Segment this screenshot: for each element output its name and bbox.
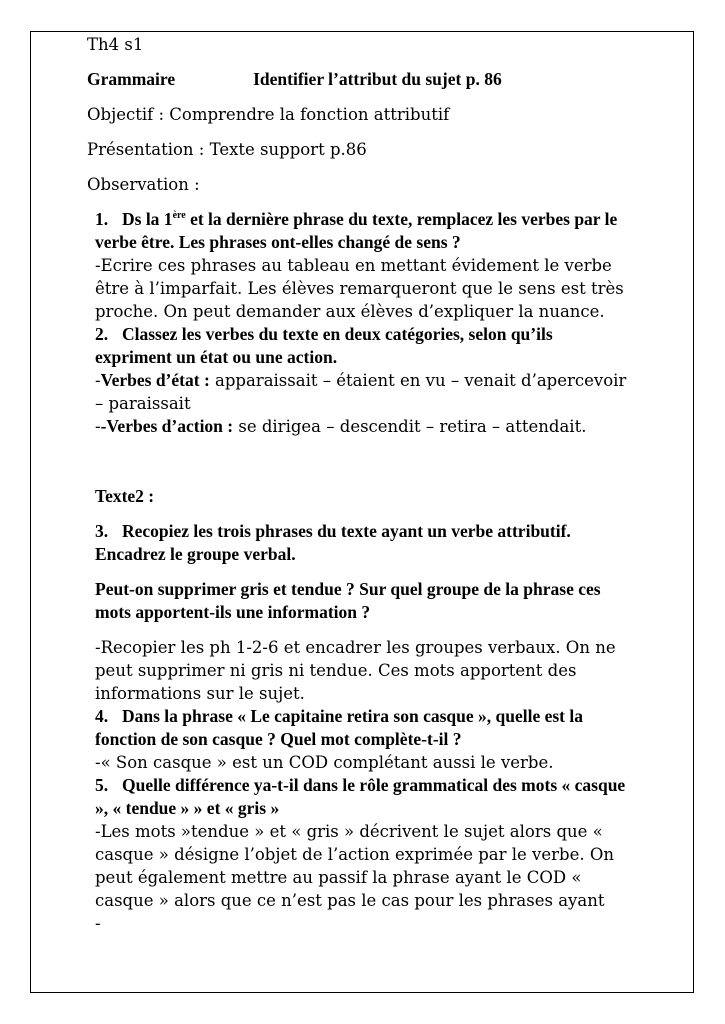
presentation: Présentation : Texte support p.86 xyxy=(87,140,367,159)
verbes-action-values: se dirigea – descendit – retira – attendait. xyxy=(233,417,587,436)
question-4-number: 4. xyxy=(95,706,109,726)
lesson-title: Identifier l’attribut du sujet p. 86 xyxy=(253,69,502,89)
verbes-etat-line xyxy=(95,369,627,415)
question-5-number: 5. xyxy=(95,775,109,795)
answer-1: -Ecrire ces phrases au tableau en mettant évidement le verbe être à l’imparfait. Les élèves remarqueront que le sens est très proche. On peut demander aux élèves d’expliquer la nuance. xyxy=(95,256,624,321)
objective: Objectif : Comprendre la fonction attributif xyxy=(87,105,450,124)
question-1-number: 1. xyxy=(95,209,109,229)
question-3-number: 3. xyxy=(95,521,109,541)
document-body xyxy=(87,33,627,935)
verbes-action-label: -Verbes d’action : xyxy=(100,416,234,436)
observation-section xyxy=(87,208,627,935)
question-4-text: Dans la phrase « Le capitaine retira son casque », quelle est la fonction de son casque ? Quel mot complète-t-il ? xyxy=(95,706,583,749)
question-1-text-b: et la dernière phrase du texte, remplacez les verbes par le verbe être. Les phrases ont-elles changé de sens ? xyxy=(95,209,618,252)
verbes-etat-prefix: - xyxy=(95,371,101,390)
question-1-text-a: Ds la 1 xyxy=(122,209,173,229)
verbes-etat-values: apparaissait – étaient en vu – venait d’apercevoir – paraissait xyxy=(95,371,627,413)
question-5-text: Quelle différence ya-t-il dans le rôle grammatical des mots « casque », « tendue » » et « gris » xyxy=(95,775,626,818)
question-3b: Peut-on supprimer gris et tendue ? Sur quel groupe de la phrase ces mots apportent-ils une information ? xyxy=(95,579,601,622)
observation-label: Observation : xyxy=(87,175,200,194)
question-3-text: Recopiez les trois phrases du texte ayant un verbe attributif. Encadrez le groupe verbal. xyxy=(95,521,571,564)
question-5 xyxy=(95,774,627,820)
lesson-code: Th4 s1 xyxy=(87,35,144,54)
lesson-header xyxy=(87,68,627,91)
texte2-label: Texte2 : xyxy=(95,486,155,506)
answer-5: -Les mots »tendue » et « gris » décrivent le sujet alors que « casque » désigne l’objet de l’action exprimée par le verbe. On peut également mettre au passif la phrase ayant le COD « casque » alors que ce n’est pas le cas pour les phrases ayant xyxy=(95,822,614,910)
answer-4: -« Son casque » est un COD complétant aussi le verbe. xyxy=(95,753,554,772)
question-2-number: 2. xyxy=(95,324,109,344)
verbes-action-line xyxy=(95,415,627,438)
question-2 xyxy=(95,323,627,369)
question-1-sup: ère xyxy=(172,210,186,222)
question-2-text: Classez les verbes du texte en deux catégories, selon qu’ils expriment un état ou une action. xyxy=(95,324,553,367)
question-1 xyxy=(95,208,627,254)
answer-3: -Recopier les ph 1-2-6 et encadrer les groupes verbaux. On ne peut supprimer ni gris ni tendue. Ces mots apportent des informations sur le sujet. xyxy=(95,638,616,703)
question-3 xyxy=(95,520,627,566)
question-4 xyxy=(95,705,627,751)
verbes-etat-label: Verbes d’état : xyxy=(100,370,210,390)
verbes-action-prefix: - xyxy=(95,417,101,436)
subject-label: Grammaire xyxy=(87,69,176,89)
answer-5-trailing: - xyxy=(95,914,101,933)
